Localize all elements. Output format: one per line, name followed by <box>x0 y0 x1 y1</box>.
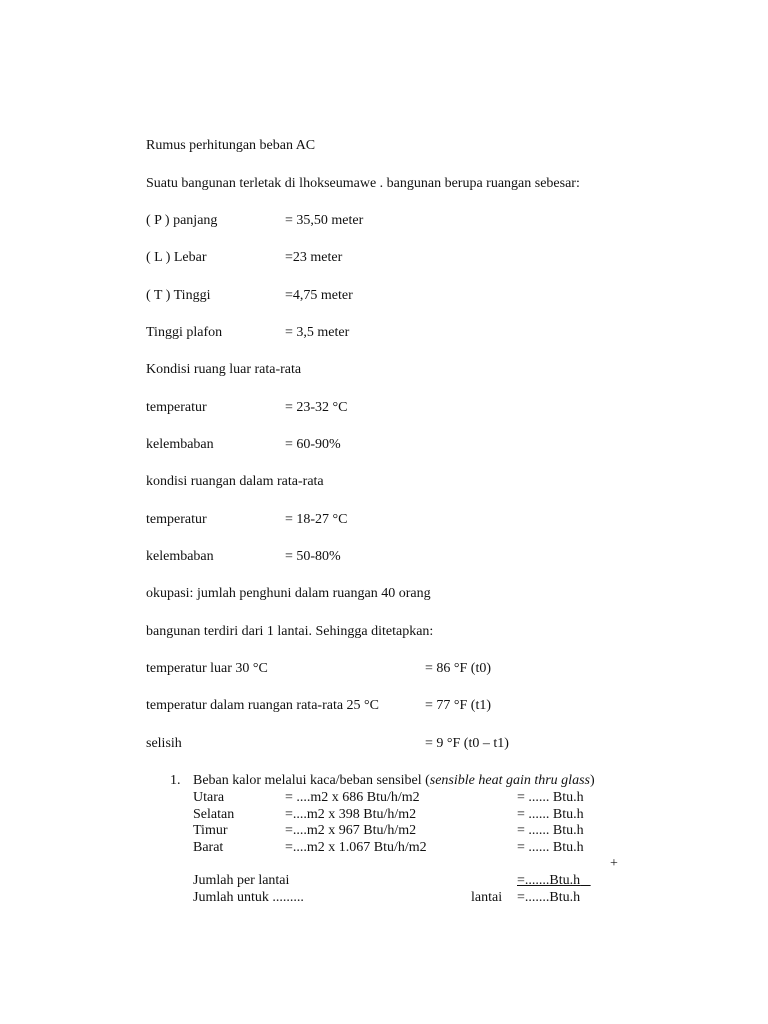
total-floor-word: lantai <box>471 890 503 905</box>
dimension-value: = 35,50 meter <box>285 213 364 228</box>
condition-label: temperatur <box>146 400 207 415</box>
section-number: 1. <box>170 773 181 788</box>
section-heading <box>193 773 595 789</box>
intro-paragraph: Suatu bangunan terletak di lhokseumawe . bangunan berupa ruangan sebesar: <box>146 176 580 191</box>
sum-label: Jumlah per lantai <box>193 873 290 888</box>
direction-result: = ...... Btu.h <box>517 823 584 838</box>
condition-label: kelembaban <box>146 437 214 452</box>
temp-value: = 9 °F (t0 – t1) <box>425 736 509 751</box>
direction-label: Selatan <box>193 807 235 822</box>
temp-label: temperatur luar 30 °C <box>146 661 268 676</box>
outdoor-heading: Kondisi ruang luar rata-rata <box>146 362 302 377</box>
dimension-label: ( T ) Tinggi <box>146 288 211 303</box>
dimension-value: =23 meter <box>285 250 343 265</box>
temp-value: = 86 °F (t0) <box>425 661 491 676</box>
dimension-label: ( P ) panjang <box>146 213 218 228</box>
section-heading-close: ) <box>589 773 595 788</box>
condition-label: temperatur <box>146 512 207 527</box>
sum-value <box>517 873 591 889</box>
direction-result: = ...... Btu.h <box>517 790 584 805</box>
condition-value: = 23-32 °C <box>285 400 348 415</box>
direction-result: = ...... Btu.h <box>517 840 584 855</box>
indoor-heading: kondisi ruangan dalam rata-rata <box>146 474 324 489</box>
temp-value: = 77 °F (t1) <box>425 698 491 713</box>
direction-formula: =....m2 x 398 Btu/h/m2 <box>285 807 417 822</box>
direction-result: = ...... Btu.h <box>517 807 584 822</box>
section-heading-text: Beban kalor melalui kaca/beban sensibel ( <box>193 773 430 788</box>
direction-label: Utara <box>193 790 225 805</box>
document-title: Rumus perhitungan beban AC <box>146 138 316 153</box>
direction-formula: = ....m2 x 686 Btu/h/m2 <box>285 790 420 805</box>
floors-text: bangunan terdiri dari 1 lantai. Sehingga ditetapkan: <box>146 624 434 639</box>
occupancy-text: okupasi: jumlah penghuni dalam ruangan 40 orang <box>146 586 431 601</box>
dimension-label: ( L ) Lebar <box>146 250 207 265</box>
temp-label: selisih <box>146 736 182 751</box>
dimension-value: =4,75 meter <box>285 288 353 303</box>
direction-formula: =....m2 x 967 Btu/h/m2 <box>285 823 417 838</box>
plus-sign: + <box>610 856 618 871</box>
sum-value-text: =.......Btu.h <box>517 873 581 888</box>
direction-formula: =....m2 x 1.067 Btu/h/m2 <box>285 840 427 855</box>
condition-label: kelembaban <box>146 549 214 564</box>
direction-label: Barat <box>193 840 224 855</box>
condition-value: = 18-27 °C <box>285 512 348 527</box>
condition-value: = 60-90% <box>285 437 341 452</box>
direction-label: Timur <box>193 823 228 838</box>
dimension-label: Tinggi plafon <box>146 325 223 340</box>
temp-label: temperatur dalam ruangan rata-rata 25 °C <box>146 698 379 713</box>
condition-value: = 50-80% <box>285 549 341 564</box>
dimension-value: = 3,5 meter <box>285 325 350 340</box>
section-heading-italic: sensible heat gain thru glass <box>429 773 590 788</box>
total-value: =.......Btu.h <box>517 890 581 905</box>
total-label: Jumlah untuk ......... <box>193 890 304 905</box>
